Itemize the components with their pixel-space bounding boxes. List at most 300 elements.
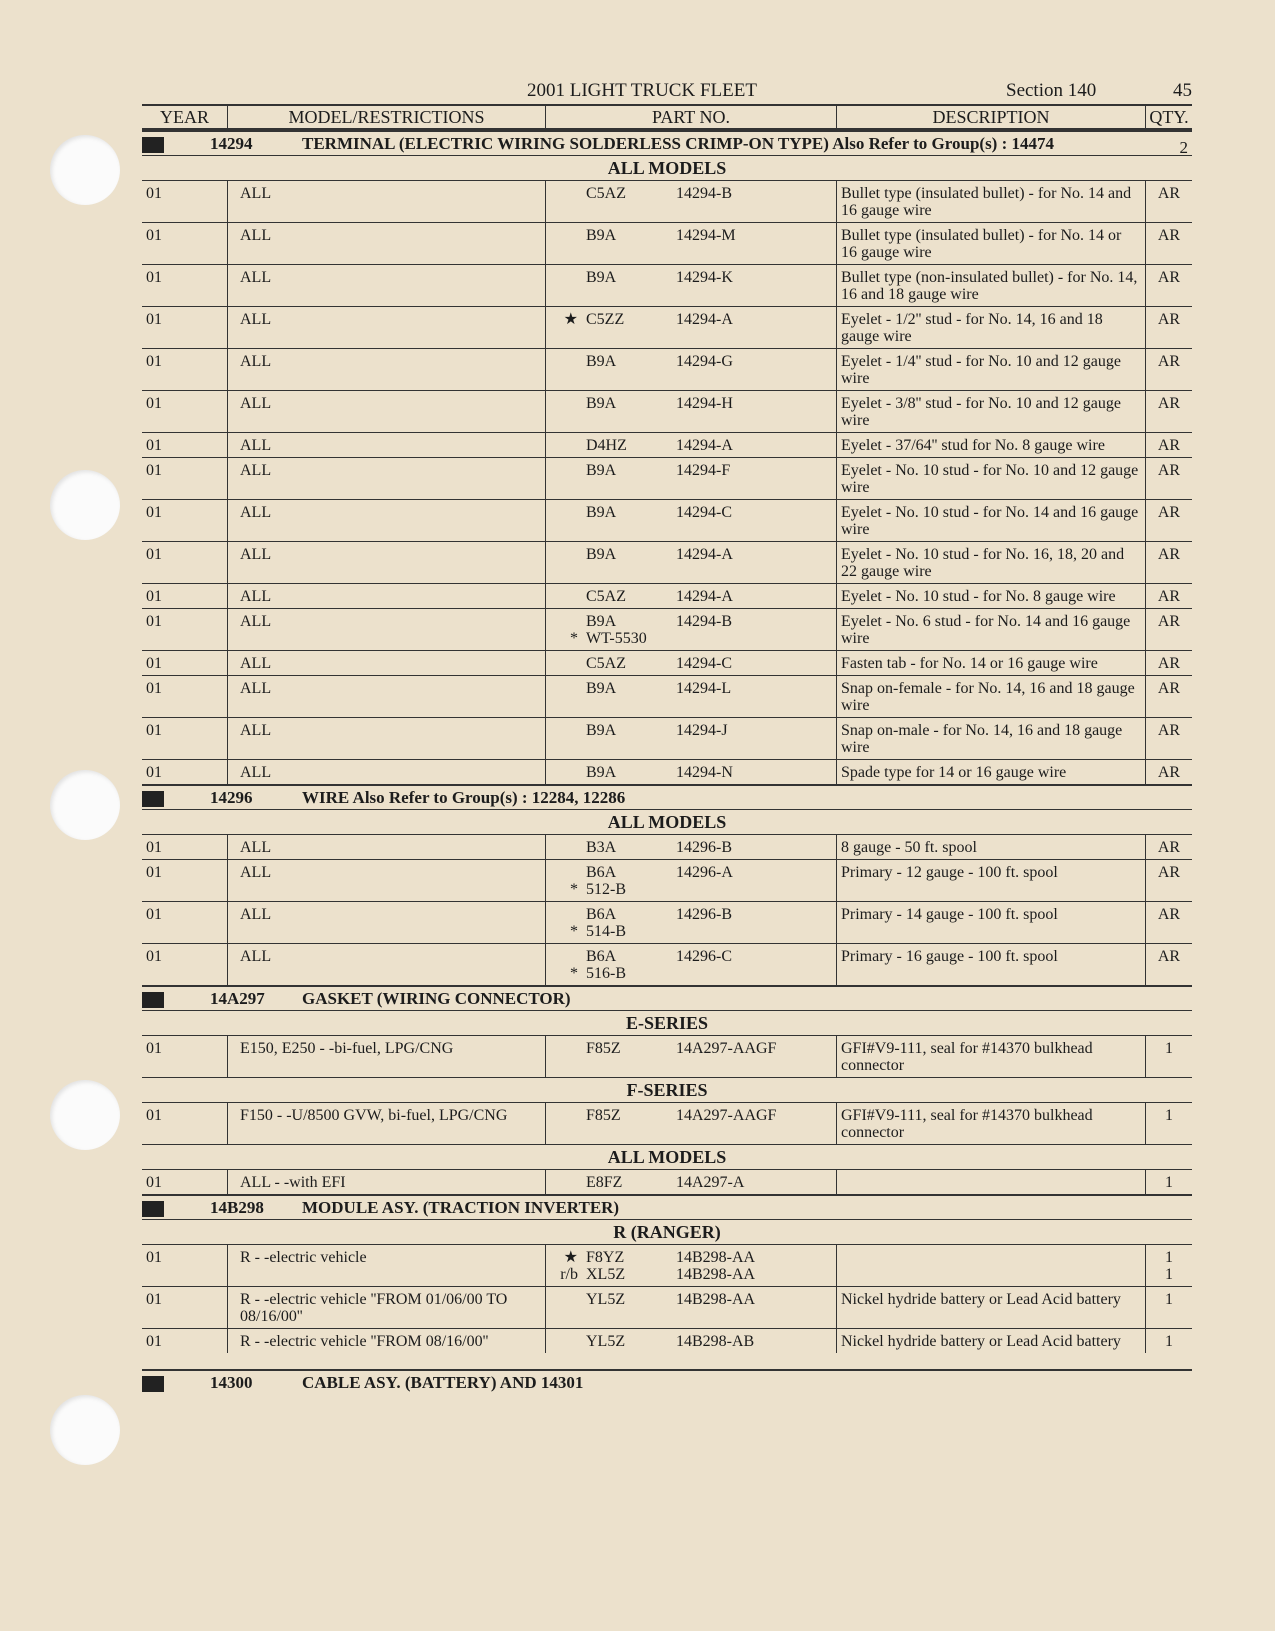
part-number-line (550, 965, 832, 982)
part-prefix: C5AZ (586, 588, 626, 605)
part-number-line (550, 1249, 832, 1266)
part-marker (550, 504, 586, 521)
qty-cell: AR (1157, 613, 1181, 630)
part-number-cell (546, 349, 837, 390)
group-header (142, 130, 1192, 155)
part-number-line (550, 395, 832, 412)
model-subheading: ALL MODELS (142, 155, 1192, 180)
part-number-line (550, 1333, 832, 1350)
model-cell: ALL (228, 265, 546, 306)
year-cell: 01 (142, 860, 228, 901)
table-row (142, 1244, 1192, 1286)
part-base: 14A297-AAGF (676, 1040, 777, 1057)
qty-cell: AR (1157, 395, 1181, 412)
group-number: 14294 (210, 134, 253, 153)
table-row (142, 499, 1192, 541)
part-number-cell (546, 1329, 837, 1353)
part-number-cell (546, 860, 837, 901)
part-marker (550, 722, 586, 739)
qty-cell: AR (1157, 269, 1181, 286)
part-prefix: B9A (586, 269, 617, 286)
table-row (142, 457, 1192, 499)
part-prefix: C5AZ (586, 655, 626, 672)
part-number-line (550, 1266, 832, 1283)
part-base: 14294-L (676, 680, 732, 697)
part-number-cell (546, 1287, 837, 1328)
table-row (142, 608, 1192, 650)
year-cell: 01 (142, 760, 228, 784)
year-cell: 01 (142, 181, 228, 222)
description-cell: Primary - 16 gauge - 100 ft. spool (837, 944, 1146, 985)
group-marker-icon (142, 1376, 164, 1392)
qty-cell: AR (1157, 546, 1181, 563)
group-title: TERMINAL (ELECTRIC WIRING SOLDERLESS CRIMP-ON TYPE) Also Refer to Group(s) : 14474 (302, 134, 1055, 153)
part-prefix: F8YZ (586, 1249, 625, 1266)
table-row (142, 264, 1192, 306)
qty-cell: AR (1157, 185, 1181, 202)
description-cell: Eyelet - No. 10 stud - for No. 16, 18, 20 and 22 gauge wire (837, 542, 1146, 583)
part-marker: * (570, 630, 578, 647)
year-cell: 01 (142, 651, 228, 675)
part-marker (550, 839, 586, 856)
binder-hole (50, 1395, 120, 1465)
model-cell: ALL (228, 860, 546, 901)
binder-hole (50, 470, 120, 540)
part-marker (550, 655, 586, 672)
qty-cell: AR (1157, 227, 1181, 244)
group-header (142, 1369, 1192, 1394)
part-number-cell (546, 458, 837, 499)
part-marker (550, 948, 586, 965)
col-year: YEAR (142, 106, 228, 128)
year-cell: 01 (142, 609, 228, 650)
part-prefix: D4HZ (586, 437, 627, 454)
description-cell: 8 gauge - 50 ft. spool (837, 835, 1146, 859)
table-row (142, 390, 1192, 432)
part-number-line (550, 504, 832, 521)
group-title: WIRE Also Refer to Group(s) : 12284, 12286 (302, 788, 626, 807)
part-number-line (550, 680, 832, 697)
part-base: 14294-A (676, 437, 733, 454)
table-row (142, 583, 1192, 608)
part-marker (550, 680, 586, 697)
part-number-line (550, 311, 832, 328)
part-marker: ★ (563, 1249, 578, 1266)
part-base: 14294-F (676, 462, 731, 479)
part-number-line (550, 1040, 832, 1057)
table-row (142, 1035, 1192, 1077)
part-base: 14294-B (676, 613, 732, 630)
group-number: 14300 (210, 1373, 253, 1392)
part-base: 14296-B (676, 906, 732, 923)
part-marker (550, 1333, 586, 1350)
part-prefix: B9A (586, 395, 617, 412)
year-cell: 01 (142, 676, 228, 717)
year-cell: 01 (142, 307, 228, 348)
model-cell: R - -electric vehicle (228, 1245, 546, 1286)
part-base: 14294-K (676, 269, 733, 286)
part-base: 14296-B (676, 839, 732, 856)
part-prefix: B9A (586, 764, 617, 781)
year-cell: 01 (142, 265, 228, 306)
part-marker (550, 906, 586, 923)
qty-cell: AR (1157, 722, 1181, 739)
part-base (676, 923, 836, 940)
part-marker (550, 1174, 586, 1191)
part-marker (550, 1291, 586, 1308)
group-header (142, 1194, 1192, 1219)
year-cell: 01 (142, 1245, 228, 1286)
part-number-cell (546, 542, 837, 583)
table-row (142, 943, 1192, 985)
model-cell: ALL (228, 609, 546, 650)
table-row (142, 717, 1192, 759)
part-marker: * (570, 881, 578, 898)
year-cell: 01 (142, 391, 228, 432)
part-number-line (550, 948, 832, 965)
year-cell: 01 (142, 349, 228, 390)
model-cell: ALL (228, 944, 546, 985)
part-number-cell (546, 760, 837, 784)
part-number-line (550, 1174, 832, 1191)
part-prefix: B9A (586, 227, 617, 244)
year-cell: 01 (142, 1287, 228, 1328)
part-base: 14294-C (676, 504, 732, 521)
part-marker (550, 546, 586, 563)
part-number-line (550, 722, 832, 739)
part-number-line (550, 839, 832, 856)
model-subheading: F-SERIES (142, 1077, 1192, 1102)
description-cell: Bullet type (insulated bullet) - for No. 14 or 16 gauge wire (837, 223, 1146, 264)
part-number-line (550, 864, 832, 881)
part-marker (550, 353, 586, 370)
part-base: 14296-C (676, 948, 732, 965)
qty-cell: AR (1157, 504, 1181, 521)
model-subheading: ALL MODELS (142, 1144, 1192, 1169)
description-cell: Eyelet - No. 10 stud - for No. 10 and 12 gauge wire (837, 458, 1146, 499)
model-cell: ALL (228, 307, 546, 348)
part-number-cell (546, 391, 837, 432)
part-base: 14A297-A (676, 1174, 745, 1191)
model-cell: ALL (228, 584, 546, 608)
part-base: 14A297-AAGF (676, 1107, 777, 1124)
description-cell: Spade type for 14 or 16 gauge wire (837, 760, 1146, 784)
model-cell: ALL (228, 500, 546, 541)
table-row (142, 834, 1192, 859)
description-cell: Bullet type (non-insulated bullet) - for No. 14, 16 and 18 gauge wire (837, 265, 1146, 306)
part-base: 14294-J (676, 722, 728, 739)
part-base: 14294-B (676, 185, 732, 202)
year-cell: 01 (142, 1103, 228, 1144)
year-cell: 01 (142, 223, 228, 264)
part-base: 14B298-AA (676, 1291, 756, 1308)
part-prefix: XL5Z (586, 1266, 626, 1283)
model-cell: ALL (228, 223, 546, 264)
part-prefix: B9A (586, 353, 617, 370)
col-desc: DESCRIPTION (837, 106, 1146, 128)
part-base: 14B298-AA (676, 1249, 756, 1266)
part-prefix: C5AZ (586, 185, 626, 202)
part-number-line (550, 546, 832, 563)
model-cell: R - -electric vehicle ''FROM 01/06/00 TO 08/16/00'' (228, 1287, 546, 1328)
part-marker (550, 437, 586, 454)
qty-cell: AR (1157, 588, 1181, 605)
binder-hole (50, 135, 120, 205)
part-prefix: E8FZ (586, 1174, 623, 1191)
group-title: GASKET (WIRING CONNECTOR) (302, 989, 571, 1008)
part-number-cell (546, 265, 837, 306)
group-header (142, 985, 1192, 1010)
part-number-line (550, 588, 832, 605)
model-cell: R - -electric vehicle ''FROM 08/16/00'' (228, 1329, 546, 1353)
description-cell: Fasten tab - for No. 14 or 16 gauge wire (837, 651, 1146, 675)
part-prefix: C5ZZ (586, 311, 625, 328)
year-cell: 01 (142, 944, 228, 985)
part-number-cell (546, 1036, 837, 1077)
description-cell: Eyelet - 3/8'' stud - for No. 10 and 12 gauge wire (837, 391, 1146, 432)
model-cell: ALL (228, 181, 546, 222)
part-number-cell (546, 835, 837, 859)
year-cell: 01 (142, 902, 228, 943)
group-number: 14B298 (210, 1198, 264, 1217)
part-number-cell (546, 500, 837, 541)
part-base: 14B298-AB (676, 1333, 755, 1350)
table-row (142, 1286, 1192, 1328)
description-cell: Eyelet - 37/64'' stud for No. 8 gauge wire (837, 433, 1146, 457)
part-prefix: B9A (586, 722, 617, 739)
part-marker (550, 185, 586, 202)
part-number-line (550, 923, 832, 940)
qty-cell: AR (1157, 906, 1181, 923)
description-cell: Eyelet - No. 10 stud - for No. 14 and 16 gauge wire (837, 500, 1146, 541)
part-number-cell (546, 651, 837, 675)
part-prefix: B9A (586, 546, 617, 563)
part-prefix: B9A (586, 462, 617, 479)
part-base (676, 881, 836, 898)
part-number-cell (546, 902, 837, 943)
group-marker-icon (142, 791, 164, 807)
part-prefix: B9A (586, 504, 617, 521)
part-number-line (550, 227, 832, 244)
table-row (142, 675, 1192, 717)
column-header (142, 104, 1192, 130)
group-title: MODULE ASY. (TRACTION INVERTER) (302, 1198, 620, 1217)
part-prefix: F85Z (586, 1107, 621, 1124)
table-row (142, 1328, 1192, 1353)
part-base: 14294-G (676, 353, 733, 370)
part-base: 14294-H (676, 395, 733, 412)
model-subheading: ALL MODELS (142, 809, 1192, 834)
part-prefix: YL5Z (586, 1333, 626, 1350)
part-number-cell (546, 1103, 837, 1144)
part-prefix: 516-B (586, 965, 626, 982)
description-cell: Snap on-female - for No. 14, 16 and 18 gauge wire (837, 676, 1146, 717)
part-marker (550, 764, 586, 781)
part-number-cell (546, 1170, 837, 1194)
model-cell: F150 - -U/8500 GVW, bi-fuel, LPG/CNG (228, 1103, 546, 1144)
part-prefix: B6A (586, 864, 617, 881)
part-prefix: 514-B (586, 923, 626, 940)
qty-cell: 1 (1165, 1174, 1173, 1191)
part-number-cell (546, 223, 837, 264)
description-cell: Nickel hydride battery or Lead Acid battery (837, 1287, 1146, 1328)
description-cell: Eyelet - No. 6 stud - for No. 14 and 16 gauge wire (837, 609, 1146, 650)
qty-cell: AR (1157, 655, 1181, 672)
year-cell: 01 (142, 1170, 228, 1194)
part-number-line (550, 1107, 832, 1124)
year-cell: 01 (142, 500, 228, 541)
table-row (142, 348, 1192, 390)
part-number-cell (546, 718, 837, 759)
qty-cell: 1 (1165, 1333, 1173, 1350)
part-marker (550, 588, 586, 605)
qty-cell: AR (1157, 353, 1181, 370)
qty-cell: 1 (1165, 1040, 1173, 1057)
part-marker (550, 1040, 586, 1057)
part-number-line (550, 462, 832, 479)
group-number: 14296 (210, 788, 253, 807)
model-subheading: E-SERIES (142, 1010, 1192, 1035)
table-row (142, 1102, 1192, 1144)
binder-hole (50, 1080, 120, 1150)
qty-cell: AR (1157, 311, 1181, 328)
part-prefix: WT-5530 (586, 630, 647, 647)
part-base: 14294-C (676, 655, 732, 672)
model-cell: ALL (228, 349, 546, 390)
table-row (142, 306, 1192, 348)
year-cell: 01 (142, 1036, 228, 1077)
model-cell: ALL (228, 458, 546, 499)
part-number-cell (546, 181, 837, 222)
model-cell: ALL - -with EFI (228, 1170, 546, 1194)
table-row (142, 650, 1192, 675)
part-marker (550, 864, 586, 881)
part-number-line (550, 437, 832, 454)
group-number: 14A297 (210, 989, 265, 1008)
part-number-line (550, 269, 832, 286)
col-qty: QTY. (1149, 107, 1189, 127)
part-base: 14294-A (676, 546, 733, 563)
group-marker-icon (142, 992, 164, 1008)
part-number-line (550, 630, 832, 647)
page-number: 45 (1173, 80, 1192, 101)
part-number-cell (546, 676, 837, 717)
description-cell: GFI#V9-111, seal for #14370 bulkhead connector (837, 1103, 1146, 1144)
group-marker-icon (142, 1201, 164, 1217)
qty-cell: AR (1157, 764, 1181, 781)
year-cell: 01 (142, 458, 228, 499)
group-qty: 2 (1179, 138, 1188, 157)
part-base: 14B298-AA (676, 1266, 756, 1283)
part-prefix: F85Z (586, 1040, 621, 1057)
part-number-line (550, 613, 832, 630)
catalog-page (142, 80, 1192, 1394)
part-number-cell (546, 307, 837, 348)
section-label: Section 140 (1006, 80, 1097, 101)
qty-cell: AR (1157, 680, 1181, 697)
description-cell: Primary - 12 gauge - 100 ft. spool (837, 860, 1146, 901)
part-number-cell (546, 433, 837, 457)
table-row (142, 1169, 1192, 1194)
part-marker (550, 395, 586, 412)
part-base: 14296-A (676, 864, 733, 881)
part-number-line (550, 906, 832, 923)
description-cell: Primary - 14 gauge - 100 ft. spool (837, 902, 1146, 943)
part-marker: r/b (560, 1266, 578, 1283)
part-base (676, 965, 836, 982)
year-cell: 01 (142, 1329, 228, 1353)
model-cell: ALL (228, 835, 546, 859)
qty-cell: 1 1 (1165, 1249, 1173, 1283)
description-cell: Eyelet - No. 10 stud - for No. 8 gauge wire (837, 584, 1146, 608)
part-number-line (550, 881, 832, 898)
model-cell: E150, E250 - -bi-fuel, LPG/CNG (228, 1036, 546, 1077)
qty-cell: 1 (1165, 1107, 1173, 1124)
part-number-cell (546, 584, 837, 608)
model-cell: ALL (228, 676, 546, 717)
table-row (142, 432, 1192, 457)
part-base: 14294-A (676, 311, 733, 328)
table-row (142, 859, 1192, 901)
part-number-line (550, 655, 832, 672)
part-marker (550, 1107, 586, 1124)
part-marker (550, 462, 586, 479)
part-base: 14294-A (676, 588, 733, 605)
description-cell: Eyelet - 1/4'' stud - for No. 10 and 12 gauge wire (837, 349, 1146, 390)
binder-hole (50, 770, 120, 840)
model-cell: ALL (228, 718, 546, 759)
year-cell: 01 (142, 584, 228, 608)
table-row (142, 901, 1192, 943)
description-cell: GFI#V9-111, seal for #14370 bulkhead connector (837, 1036, 1146, 1077)
part-number-line (550, 353, 832, 370)
part-base (676, 630, 836, 647)
year-cell: 01 (142, 718, 228, 759)
table-row (142, 222, 1192, 264)
description-cell: Snap on-male - for No. 14, 16 and 18 gauge wire (837, 718, 1146, 759)
part-number-cell (546, 1245, 837, 1286)
part-number-cell (546, 944, 837, 985)
model-cell: ALL (228, 433, 546, 457)
description-cell: Eyelet - 1/2'' stud - for No. 14, 16 and 18 gauge wire (837, 307, 1146, 348)
year-cell: 01 (142, 433, 228, 457)
description-cell (837, 1245, 1146, 1286)
part-marker (550, 613, 586, 630)
part-base: 14294-N (676, 764, 733, 781)
qty-cell: AR (1157, 839, 1181, 856)
part-marker: ★ (563, 311, 578, 328)
part-marker: * (570, 965, 578, 982)
part-number-line (550, 764, 832, 781)
part-prefix: YL5Z (586, 1291, 626, 1308)
qty-cell: AR (1157, 437, 1181, 454)
model-subheading: R (RANGER) (142, 1219, 1192, 1244)
model-cell: ALL (228, 651, 546, 675)
part-marker: * (570, 923, 578, 940)
model-cell: ALL (228, 542, 546, 583)
group-header (142, 784, 1192, 809)
part-prefix: B9A (586, 680, 617, 697)
qty-cell: AR (1157, 948, 1181, 965)
part-prefix: B6A (586, 948, 617, 965)
description-cell: Nickel hydride battery or Lead Acid battery (837, 1329, 1146, 1353)
qty-cell: AR (1157, 864, 1181, 881)
part-marker (550, 269, 586, 286)
part-prefix: B3A (586, 839, 617, 856)
part-number-line (550, 185, 832, 202)
model-cell: ALL (228, 391, 546, 432)
part-number-cell (546, 609, 837, 650)
